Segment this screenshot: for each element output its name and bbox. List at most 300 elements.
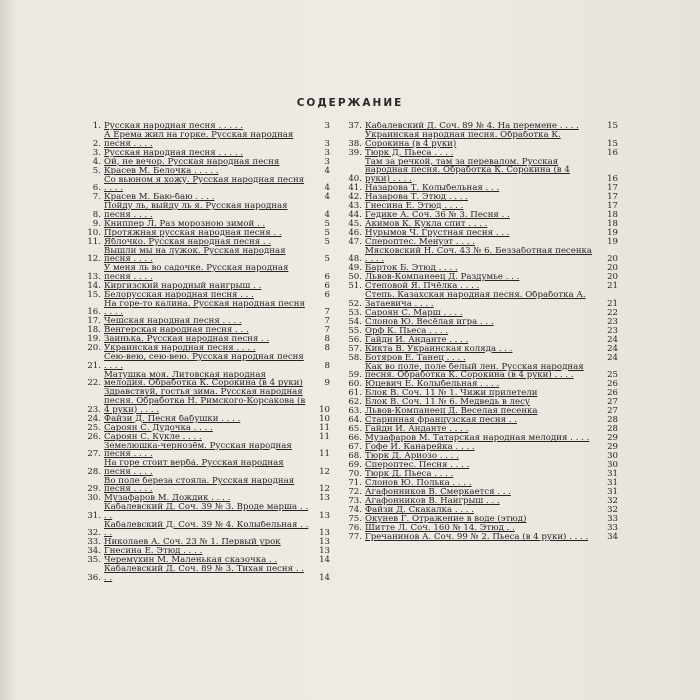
entry-title: Сароян С. Дудочка . . . . (104, 423, 213, 433)
entry-number: 38. (348, 138, 362, 149)
entry-number: 35. (87, 555, 101, 566)
entry-page-number: 30 (607, 460, 618, 471)
contents-entry (345, 264, 618, 273)
contents-entry (84, 424, 330, 433)
entry-title: Файзи Д. Песня бабушки . . . . (104, 414, 241, 424)
entry-number: 42. (348, 191, 362, 202)
entry-title: Гайдн Й. Андантe . . . . (365, 425, 469, 434)
entry-title: Русская народная песня . . . . . (104, 122, 244, 131)
entry-title: Степовой Я. Пчёлка . . . . (365, 282, 480, 291)
contents-entry (345, 291, 618, 308)
entry-number: 32. (87, 528, 101, 539)
entry-title: Барток Б. Этюд . . . . (365, 264, 458, 273)
entry-title: Со вьюном я хожу. Русская народная песня . . . . (104, 175, 305, 193)
entry-title: Русская народная песня . . . . . (104, 148, 244, 158)
entry-page-number: 5 (324, 254, 330, 265)
entry-title: Гречанинов А. Соч. 99 № 2. Пьеса (в 4 руки) . . . . (365, 532, 589, 542)
contents-entry (84, 149, 330, 158)
contents-entry (345, 149, 618, 158)
contents-entry (345, 273, 618, 282)
contents-entry (345, 220, 618, 229)
entry-page-number: 16 (607, 147, 618, 158)
contents-entry (84, 503, 330, 520)
contents-entry (345, 515, 618, 524)
entry-number: 12. (87, 254, 101, 265)
entry-page-number: 27 (607, 397, 618, 408)
entry-page-number: 9 (324, 378, 330, 389)
entry-title: Чешская народная песня . . . . (104, 317, 242, 326)
entry-page-number: 24 (607, 334, 618, 345)
contents-entry (84, 547, 330, 556)
entry-page-number: 4 (324, 209, 330, 220)
entry-title: Сароян С. Кукле . . . . (104, 432, 202, 442)
entry-title: Слонов Ю. Полька . . . . (365, 479, 472, 488)
contents-entry (345, 309, 618, 318)
entry-number: 18. (87, 325, 101, 336)
entry-number: 2. (92, 138, 101, 149)
entry-page-number: 27 (607, 406, 618, 417)
entry-title: Слонов Ю. Весёлая игра . . . (365, 317, 494, 327)
entry-number: 27. (87, 449, 101, 460)
entry-page-number: 29 (607, 442, 618, 453)
entry-page-number: 13 (319, 493, 330, 504)
entry-page-number: 14 (319, 572, 330, 583)
entry-title: Акимов К. Кукла спит . . . . (365, 219, 488, 229)
entry-number: 10. (87, 227, 101, 238)
entry-title: Кабалевский Д. Соч. 89 № 4. На перемене . . . . (365, 122, 579, 131)
contents-entry (84, 122, 330, 131)
contents-entry (345, 131, 618, 148)
entry-title: Красев М. Баю-баю . . . . (104, 193, 215, 202)
entry-number: 54. (348, 316, 362, 327)
entry-title: Матушка моя. Литовская народная мелодия. Обработка К. Сорокина (в 4 руки) (104, 370, 303, 389)
entry-title: Николаев А. Соч. 23 № 1. Первый урок (104, 538, 281, 547)
contents-entry (345, 524, 618, 533)
entry-title: Сароян С. Марш . . . . (365, 308, 463, 318)
entry-title: Белорусская народная песня . . . (104, 290, 254, 300)
entry-page-number: 4 (324, 183, 330, 194)
entry-title: Украинская народная песня . . . . (104, 344, 256, 353)
entry-title: Тюрк Д. Пьеса . . . . (365, 470, 454, 479)
entry-page-number: 23 (607, 325, 618, 336)
entry-title: Киргизский народный наигрыш . . (104, 281, 262, 291)
contents-entry (345, 363, 618, 380)
entry-number: 53. (348, 307, 362, 318)
entry-title: Окунев Г. Отражение в воде (этюд) (365, 514, 527, 524)
contents-entry (84, 264, 330, 281)
entry-title: Венгерская народная песня . . . (104, 326, 249, 335)
entry-number: 22. (87, 378, 101, 389)
entry-title: Сею-вею, сею-вею. Русская народная песня . . . . (104, 353, 304, 371)
contents-entry (345, 506, 618, 515)
entry-page-number: 6 (324, 280, 330, 291)
entry-number: 55. (348, 325, 362, 336)
entry-page-number: 20 (607, 263, 618, 274)
entry-title: Ой, не вечор. Русская народная песня (104, 157, 280, 167)
entry-number: 50. (348, 272, 362, 283)
page-title: СОДЕРЖАНИЕ (296, 97, 404, 109)
entry-page-number: 5 (324, 218, 330, 229)
entry-number: 72. (348, 487, 362, 498)
entry-page-number: 33 (607, 522, 618, 533)
entry-number: 37. (348, 121, 362, 131)
entry-number: 40. (348, 173, 362, 184)
entry-page-number: 10 (319, 404, 330, 415)
entry-title: Тюрк Д. Ариозо . . . . (365, 452, 459, 461)
entry-number: 69. (348, 460, 362, 471)
entry-title: Спероптес. Песня . . . . (365, 461, 470, 470)
entry-title: Земелюшка-чернозём. Русская народная песня . . . . (104, 441, 292, 459)
entry-page-number: 7 (324, 307, 330, 318)
entry-number: 48. (348, 254, 362, 265)
entry-number: 16. (87, 307, 101, 318)
contents-entry (345, 211, 618, 220)
contents-entry (345, 488, 618, 497)
entry-title: Музафаров М. Татарская народная мелодия . . . . (365, 434, 590, 443)
entry-page-number: 29 (607, 433, 618, 444)
entry-number: 34. (87, 546, 101, 557)
entry-number: 4. (92, 156, 101, 167)
contents-entry (345, 193, 618, 202)
entry-title: Мясковский Н. Соч. 43 № 6. Беззаботная песенка . . . . (365, 246, 593, 264)
contents-entry (84, 335, 330, 344)
contents-entry (345, 318, 618, 327)
entry-title: Нурымов Ч. Грустная песня . . . (365, 228, 510, 238)
contents-entry (345, 336, 618, 345)
entry-number: 33. (87, 537, 101, 548)
entry-number: 62. (348, 397, 362, 408)
entry-page-number: 11 (319, 449, 330, 460)
contents-entry (345, 354, 618, 363)
entry-title: Кабалевский Д. Соч. 39 № 4. Колыбельная . . . . (104, 520, 309, 539)
contents-entry (84, 433, 330, 442)
entry-title: Агафонников В. Наигрыш . . . (365, 497, 500, 506)
entry-title: Старинная французская песня . . (365, 416, 517, 425)
entry-page-number: 17 (607, 191, 618, 202)
entry-page-number: 11 (319, 422, 330, 433)
entry-title: Степь. Казахская народная песня. Обработка А. Затаевича . . . . (365, 291, 586, 309)
entry-title: Файзи Д. Скакалка . . . . (365, 505, 474, 515)
entry-title: На горе стоит вербá. Русская народная песня . . . . (104, 459, 284, 477)
entry-page-number: 18 (607, 209, 618, 220)
contents-entry (345, 470, 618, 479)
contents-entry (345, 380, 618, 389)
contents-entry (345, 184, 618, 193)
entry-title: Во поле береза стояла. Русская народная песня . . . . (104, 476, 295, 494)
entry-page-number: 12 (319, 484, 330, 495)
entry-number: 5. (92, 165, 101, 176)
entry-title: Львов-Компанеец Д. Раздумье . . . (365, 273, 520, 282)
entry-number: 52. (348, 298, 362, 309)
contents-entry (84, 291, 330, 300)
entry-page-number: 19 (607, 236, 618, 247)
entry-title: Гедике А. Соч. 36 № 3. Песня . . (365, 210, 510, 220)
contents-entry (84, 238, 330, 247)
contents-entry (84, 158, 330, 167)
entry-title: Спероптес. Менуэт . . . . (365, 237, 475, 247)
entry-number: 23. (87, 404, 101, 415)
entry-title: Гайдн Й. Андантe . . . . (365, 335, 469, 345)
entry-title: Здравствуй, гостья зима. Русская народная песня. Обработка Н. Римского-Корсакова (в 4 руки) . . . . (104, 388, 306, 415)
entry-number: 66. (348, 433, 362, 444)
entry-page-number: 3 (324, 156, 330, 167)
entry-title: Украинская народная песня. Обработка К. Сорокина (в 4 руки) (365, 130, 561, 149)
contents-entry (84, 371, 330, 388)
entry-title: Вышли мы на лужок. Русская народная песня . . . . (104, 246, 286, 264)
entry-title: А Ерема жил на горке. Русская народная песня . . . . (104, 130, 294, 149)
entry-page-number: 18 (607, 218, 618, 229)
entry-page-number: 5 (324, 227, 330, 238)
entry-number: 9. (92, 218, 101, 229)
entry-number: 47. (348, 236, 362, 247)
entry-page-number: 3 (324, 147, 330, 158)
entry-title: Книппер Л. Раз морозною зимой . . (104, 219, 266, 229)
entry-number: 6. (92, 183, 101, 194)
entry-title: Как во поле, поле белый лен. Русская народная песня. Обработка К. Сорокина (в 4 руки) . . . . (365, 362, 584, 380)
entry-number: 56. (348, 334, 362, 345)
entry-page-number: 32 (607, 496, 618, 506)
entry-number: 71. (348, 478, 362, 489)
contents-entry (345, 389, 618, 398)
entry-title: Яблочко. Русская народная песня . . (104, 237, 272, 247)
entry-number: 15. (87, 289, 101, 300)
entry-number: 43. (348, 200, 362, 211)
entry-number: 1. (92, 121, 101, 131)
contents-entry (84, 282, 330, 291)
entry-number: 68. (348, 451, 362, 462)
entry-page-number: 8 (324, 360, 330, 371)
entry-number: 57. (348, 343, 362, 354)
contents-entry (345, 497, 618, 506)
entry-number: 73. (348, 496, 362, 506)
contents-entry (345, 452, 618, 461)
contents-entry (84, 459, 330, 476)
entry-page-number: 31 (607, 469, 618, 480)
entry-number: 75. (348, 513, 362, 524)
entry-number: 59. (348, 370, 362, 381)
entry-title: Протяжная русская народная песня . . (104, 228, 282, 238)
entry-number: 67. (348, 442, 362, 453)
entry-title: Блок В. Соч. 11 № 6. Медведь в лесу (365, 398, 530, 407)
entry-page-number: 19 (607, 227, 618, 238)
contents-entry (84, 344, 330, 353)
entry-page-number: 22 (607, 307, 618, 318)
entry-number: 51. (348, 281, 362, 292)
entry-title: На горе-то калина. Русская народная песня . . . . (104, 299, 305, 317)
entry-page-number: 28 (607, 415, 618, 426)
contents-entry (345, 238, 618, 247)
contents-entry (345, 398, 618, 407)
entry-number: 74. (348, 504, 362, 515)
entry-number: 29. (87, 484, 101, 495)
contents-entry (345, 434, 618, 443)
entry-title: Пойду ль, выйду ль я. Русская народная песня . . . . (104, 202, 288, 220)
entry-number: 11. (87, 236, 101, 247)
entry-number: 7. (92, 192, 101, 203)
entry-page-number: 12 (319, 466, 330, 477)
contents-entry (345, 282, 618, 291)
entry-title: Красев М. Белочка . . . . . (104, 166, 219, 176)
entry-title: Львов-Компанеец Д. Веселая песенка (365, 407, 538, 416)
entry-page-number: 21 (607, 298, 618, 309)
entry-number: 3. (92, 147, 101, 158)
entry-number: 70. (348, 469, 362, 480)
entry-title: Черемухин М. Маленькая сказочка . . (104, 556, 278, 565)
entry-title: Орф К. Пьеса . . . . (365, 326, 449, 336)
entry-page-number: 15 (607, 121, 618, 131)
contents-entry (84, 247, 330, 264)
entry-title: Там за речкой, там за перевалом. Русская народная песня. Обработка К. Сорокина (в 4 руки) . . . . (365, 157, 570, 184)
contents-entry (345, 443, 618, 452)
entry-page-number: 31 (607, 487, 618, 498)
entry-page-number: 3 (324, 138, 330, 149)
entry-page-number: 25 (607, 370, 618, 381)
contents-entry (84, 415, 330, 424)
entry-number: 20. (87, 343, 101, 354)
contents-entry (345, 345, 618, 354)
entry-title: У меня ль во садочке. Русская народная песня . . . . (104, 264, 289, 282)
contents-entry (345, 202, 618, 211)
entry-page-number: 26 (607, 379, 618, 390)
entry-page-number: 13 (319, 510, 330, 521)
contents-entry (84, 538, 330, 547)
entry-page-number: 8 (324, 334, 330, 345)
entry-number: 36. (87, 572, 101, 583)
contents-entry (84, 477, 330, 494)
entry-number: 30. (87, 493, 101, 504)
contents-entry (84, 388, 330, 414)
entry-page-number: 13 (319, 537, 330, 548)
entry-page-number: 4 (324, 165, 330, 176)
entry-page-number: 3 (324, 121, 330, 131)
entry-page-number: 10 (319, 413, 330, 424)
entry-number: 8. (92, 209, 101, 220)
entry-page-number: 16 (607, 173, 618, 184)
contents-entry (345, 327, 618, 336)
entry-title: Тюрк Д. Пьеса . . . . (365, 148, 454, 158)
contents-entry (345, 461, 618, 470)
entry-page-number: 30 (607, 451, 618, 462)
contents-entry (84, 442, 330, 459)
entry-page-number: 11 (319, 431, 330, 442)
entry-page-number: 14 (319, 555, 330, 566)
contents-entry (345, 158, 618, 184)
entry-title: Назарова Т. Этюд . . . . (365, 192, 468, 202)
entry-number: 31. (87, 510, 101, 521)
contents-entry (84, 202, 330, 219)
entry-number: 21. (87, 360, 101, 371)
entry-page-number: 26 (607, 388, 618, 399)
entry-page-number: 34 (607, 531, 618, 542)
entry-number: 39. (348, 147, 362, 158)
entry-page-number: 28 (607, 424, 618, 435)
contents-entry (84, 167, 330, 176)
contents-entry (84, 220, 330, 229)
contents-entry (345, 425, 618, 434)
entry-page-number: 8 (324, 343, 330, 354)
contents-entry (84, 131, 330, 148)
entry-title: Шитте Л. Соч. 160 № 14. Этюд . . (365, 523, 515, 533)
contents-column-left (84, 122, 330, 583)
entry-number: 25. (87, 422, 101, 433)
entry-title: Гнесина Е. Этюд . . . . (365, 201, 464, 211)
entry-page-number: 32 (607, 504, 618, 515)
entry-page-number: 33 (607, 513, 618, 524)
entry-page-number: 20 (607, 254, 618, 265)
entry-title: Кикта В. Украинская коляда . . . (365, 344, 513, 354)
contents-entry (84, 494, 330, 503)
contents-entry (84, 317, 330, 326)
entry-number: 28. (87, 466, 101, 477)
contents-entry (345, 533, 618, 542)
entry-title: Назарова Т. Колыбельная . . . (365, 183, 500, 193)
entry-title: Гнесина Е. Этюд . . . . (104, 547, 203, 556)
entry-number: 45. (348, 218, 362, 229)
entry-title: Кабалевский Д. Соч. 89 № 3. Тихая песня . . . . (104, 565, 304, 583)
entry-title: Блок В. Соч. 11 № 1. Чижи прилетели (365, 389, 538, 398)
entry-title: Заинька. Русская народная песня . . (104, 335, 270, 344)
entry-number: 63. (348, 406, 362, 417)
entry-number: 65. (348, 424, 362, 435)
contents-entry (345, 479, 618, 488)
entry-page-number: 6 (324, 289, 330, 300)
entry-number: 46. (348, 227, 362, 238)
entry-page-number: 31 (607, 478, 618, 489)
entry-number: 60. (348, 379, 362, 390)
contents-entry (345, 247, 618, 264)
entry-number: 77. (348, 531, 362, 542)
contents-entry (84, 521, 330, 538)
entry-number: 58. (348, 352, 362, 363)
contents-entry (84, 193, 330, 202)
entry-page-number: 15 (607, 138, 618, 149)
entry-title: Юцевич Е. Колыбельная . . . . (365, 380, 500, 389)
entry-number: 76. (348, 522, 362, 533)
contents-entry (84, 300, 330, 317)
entry-number: 13. (87, 271, 101, 282)
entry-page-number: 17 (607, 200, 618, 211)
entry-number: 24. (87, 413, 101, 424)
entry-title: Агафонников В. Смеркается . . . (365, 488, 511, 497)
contents-entry (84, 353, 330, 370)
entry-number: 26. (87, 431, 101, 442)
entry-page-number: 4 (324, 192, 330, 203)
entry-page-number: 7 (324, 325, 330, 336)
contents-entry (345, 416, 618, 425)
entry-number: 17. (87, 316, 101, 327)
entry-title: Музафаров М. Дождик . . . . (104, 494, 231, 503)
entry-number: 14. (87, 280, 101, 291)
entry-number: 19. (87, 334, 101, 345)
entry-page-number: 13 (319, 528, 330, 539)
contents-entry (345, 229, 618, 238)
entry-title: Ботяров Е. Танец . . . . (365, 353, 466, 363)
entry-title: Кабалевский Д. Соч. 39 № 3. Вроде марша . . . . (104, 503, 309, 521)
entry-title: Гофе И. Канарейка . . . . (365, 443, 475, 452)
contents-entry (84, 229, 330, 238)
entry-number: 64. (348, 415, 362, 426)
entry-page-number: 7 (324, 316, 330, 327)
contents-entry (345, 122, 618, 131)
entry-number: 44. (348, 209, 362, 220)
entry-page-number: 24 (607, 352, 618, 363)
entry-page-number: 20 (607, 272, 618, 283)
entry-page-number: 5 (324, 236, 330, 247)
entry-page-number: 23 (607, 316, 618, 327)
entry-number: 49. (348, 263, 362, 274)
contents-entry (345, 407, 618, 416)
contents-entry (84, 176, 330, 193)
